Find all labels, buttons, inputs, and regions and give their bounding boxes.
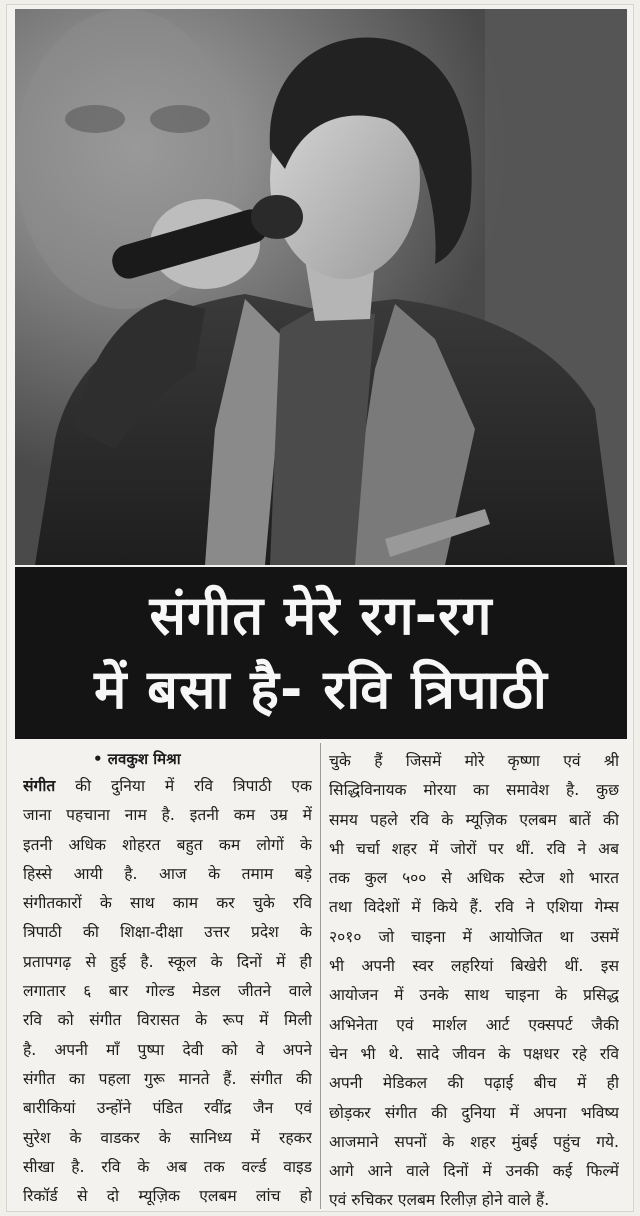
article-line: आयोजन में उनके साथ चाइना के प्रसिद्ध [329,986,619,1005]
headline-line-1: संगीत मेरे रग-रग [149,584,493,647]
article-line: है. अपनी माँ पुष्पा देवी को वे अपने [23,1040,312,1059]
article-line: बारीकियां उन्होंने पंडित रवींद्र जैन एवं [23,1099,312,1118]
article-line: संगीतकारों के साथ काम कर चुके रवि [23,894,312,913]
article-line: चेन भी थे. सादे जीवन के पक्षधर रहे रवि [329,1044,619,1063]
article-line: रवि को संगीत विरासत के रूप में मिली [23,1011,312,1030]
article-line: समय पहले रवि के म्यूज़िक एलबम बातें की [329,810,619,829]
article-line: चुके हैं जिसमें मोरे कृष्णा एवं श्री [329,752,619,770]
article-line: एवं रुचिकर एलबम रिलीज़ होने वाले हैं. [329,1191,550,1209]
article-line: इतनी अधिक शोहरत बहुत कम लोगों के [23,835,312,854]
article-line: तक कुल ५०० से अधिक स्टेज शो भारत [329,869,619,888]
article-line: सिद्धिविनायक मोरया का समावेश है. कुछ [329,781,619,800]
article-line: सुरेश के वाडकर के सानिध्य में रहकर [23,1128,312,1147]
article-line: छोड़कर संगीत की दुनिया में अपना भविष्य [329,1103,619,1122]
article-line: भी अपनी स्वर लहरियां बिखेरी थीं. इस [329,957,619,976]
lead-word: संगीत [23,776,56,795]
article-line: २०१० जो चाइना में आयोजित था उसमें [329,927,619,946]
article-line: अपनी मेडिकल की पढ़ाई बीच में ही [329,1074,619,1093]
article-body [15,743,627,1209]
article-line [23,771,312,801]
article-line: आगे आने वाले दिनों में उनकी कई फिल्में [329,1162,619,1181]
article-column-right [321,743,627,1209]
article-line: लगातार ६ बार गोल्ड मेडल जीतने वाले [23,982,312,1001]
article-line-text: की दुनिया में रवि त्रिपाठी एक [55,777,312,795]
headline-line-2: में बसा है- रवि त्रिपाठी [94,658,548,721]
article-line: प्रतापगढ़ से हुई है. स्कूल के दिनों में ही [23,952,312,971]
article-line: जाना पहचाना नाम है. इतनी कम उम्र में [23,806,312,825]
article-line: अभिनेता एवं मार्शल आर्ट एक्सपर्ट जैकी [329,1015,619,1034]
article-column-left [15,743,321,1209]
article-line: हिस्से आयी है. आज के तमाम बड़े [23,864,312,883]
author-byline: • लवकुश मिश्रा [93,750,181,768]
singer-photo [15,9,627,565]
article-line: त्रिपाठी की शिक्षा-दीक्षा उत्तर प्रदेश के [23,923,312,942]
article-line: भी चर्चा शहर में जोरों पर थीं. रवि ने अब [329,839,619,858]
article-line: रिकॉर्ड से दो म्यूज़िक एलबम लांच हो [23,1187,312,1206]
singer-photo-illustration [15,9,627,565]
article-line: तथा विदेशों में किये हैं. रवि ने एशिया गेम्स [329,898,619,917]
newspaper-clipping [6,4,634,1212]
headline-block [15,567,627,739]
article-line: संगीत का पहला गुरू मानते हैं. संगीत की [23,1069,312,1088]
article-line: आजमाने सपनों के शहर मुंबई पहुंच गये. [329,1132,619,1151]
article-line: सीखा है. रवि के अब तक वर्ल्ड वाइड [23,1157,312,1176]
